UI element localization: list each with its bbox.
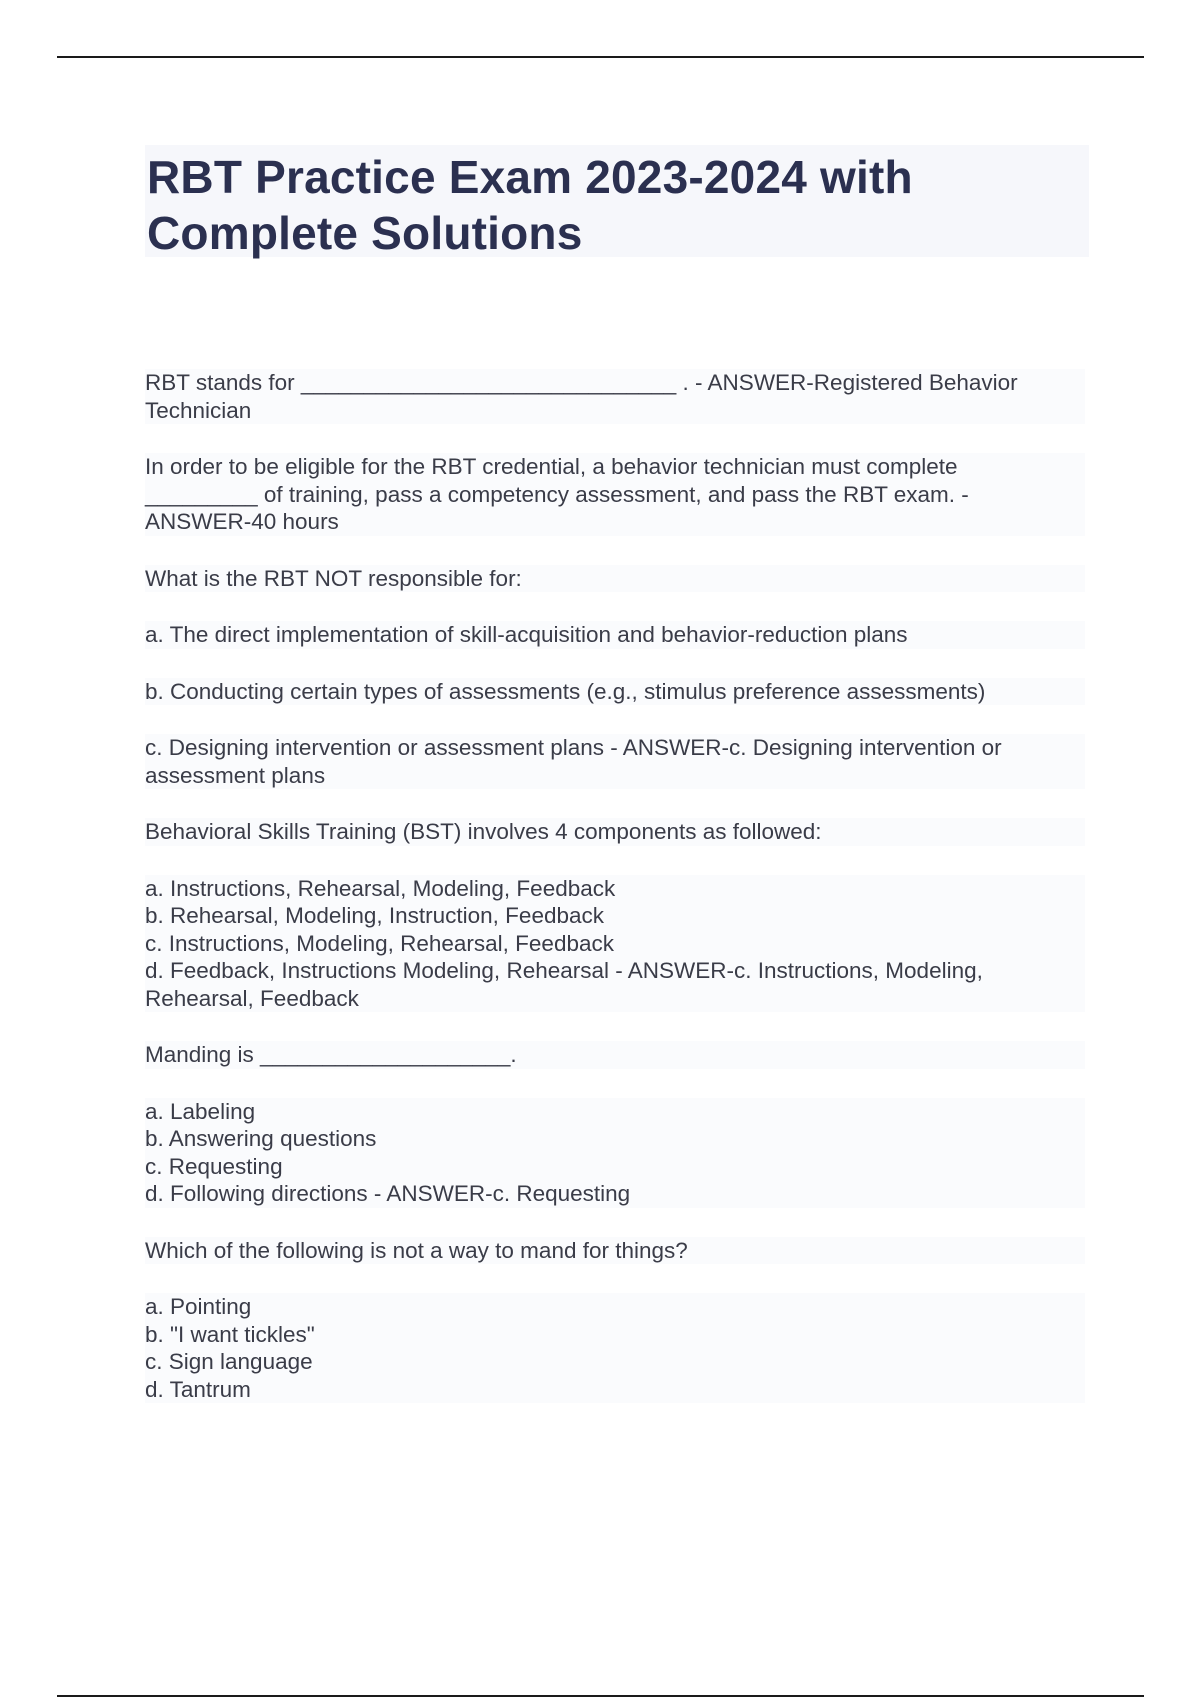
paragraph — [145, 369, 1085, 424]
paragraph-line: ANSWER-40 hours — [145, 509, 339, 534]
paragraph — [145, 1237, 1085, 1265]
paragraph-line: Technician — [145, 397, 252, 423]
title-line-2: Complete Solutions — [147, 207, 583, 259]
paragraph-line: In order to be eligible for the RBT credential, a behavior technician must complete — [145, 454, 958, 479]
paragraph — [145, 818, 1085, 846]
paragraph-line: d. Tantrum — [145, 1376, 251, 1402]
paragraph-line: RBT stands for ______________________________ . - ANSWER-Registered Behavior — [145, 370, 1018, 395]
paragraph — [145, 678, 1085, 706]
paragraph-line: b. Conducting certain types of assessments (e.g., stimulus preference assessments) — [145, 678, 986, 704]
paragraph-line: d. Feedback, Instructions Modeling, Rehearsal - ANSWER-c. Instructions, Modeling, — [145, 958, 983, 983]
paragraph-line: c. Designing intervention or assessment plans - ANSWER-c. Designing intervention or — [145, 735, 1002, 760]
footer-rule — [57, 1695, 1144, 1697]
header-rule — [57, 56, 1144, 58]
document-body — [145, 369, 1085, 1432]
paragraph-line: a. Pointing — [145, 1294, 252, 1319]
paragraph — [145, 1098, 1085, 1208]
paragraph — [145, 453, 1085, 536]
paragraph-line: d. Following directions - ANSWER-c. Requesting — [145, 1181, 631, 1206]
paragraph-line: b. Answering questions — [145, 1126, 377, 1151]
paragraph-line: Manding is ____________________. — [145, 1042, 517, 1067]
paragraph-line: What is the RBT NOT responsible for: — [145, 565, 522, 591]
title-box — [145, 145, 1089, 257]
paragraph — [145, 1041, 1085, 1069]
paragraph — [145, 734, 1085, 789]
paragraph-line: a. Instructions, Rehearsal, Modeling, Feedback — [145, 875, 616, 901]
paragraph-line: c. Requesting — [145, 1153, 283, 1179]
paragraph-line: b. "I want tickles" — [145, 1321, 315, 1347]
paragraph-line: _________ of training, pass a competency assessment, and pass the RBT exam. - — [145, 481, 969, 507]
paragraph-line: Which of the following is not a way to mand for things? — [145, 1237, 688, 1263]
paragraph-line: Rehearsal, Feedback — [145, 985, 359, 1011]
paragraph-line: c. Sign language — [145, 1349, 313, 1374]
paragraph-line: a. Labeling — [145, 1098, 256, 1124]
paragraph-line: a. The direct implementation of skill-acquisition and behavior-reduction plans — [145, 622, 908, 647]
paragraph — [145, 1293, 1085, 1403]
document-title — [147, 149, 1087, 261]
paragraph — [145, 875, 1085, 1013]
paragraph — [145, 565, 1085, 593]
paragraph — [145, 621, 1085, 649]
paragraph-line: assessment plans — [145, 762, 326, 788]
paragraph-line: c. Instructions, Modeling, Rehearsal, Feedback — [145, 930, 614, 956]
paragraph-line: Behavioral Skills Training (BST) involves 4 components as followed: — [145, 819, 822, 844]
paragraph-line: b. Rehearsal, Modeling, Instruction, Feedback — [145, 903, 604, 928]
title-line-1: RBT Practice Exam 2023-2024 with — [147, 151, 913, 203]
